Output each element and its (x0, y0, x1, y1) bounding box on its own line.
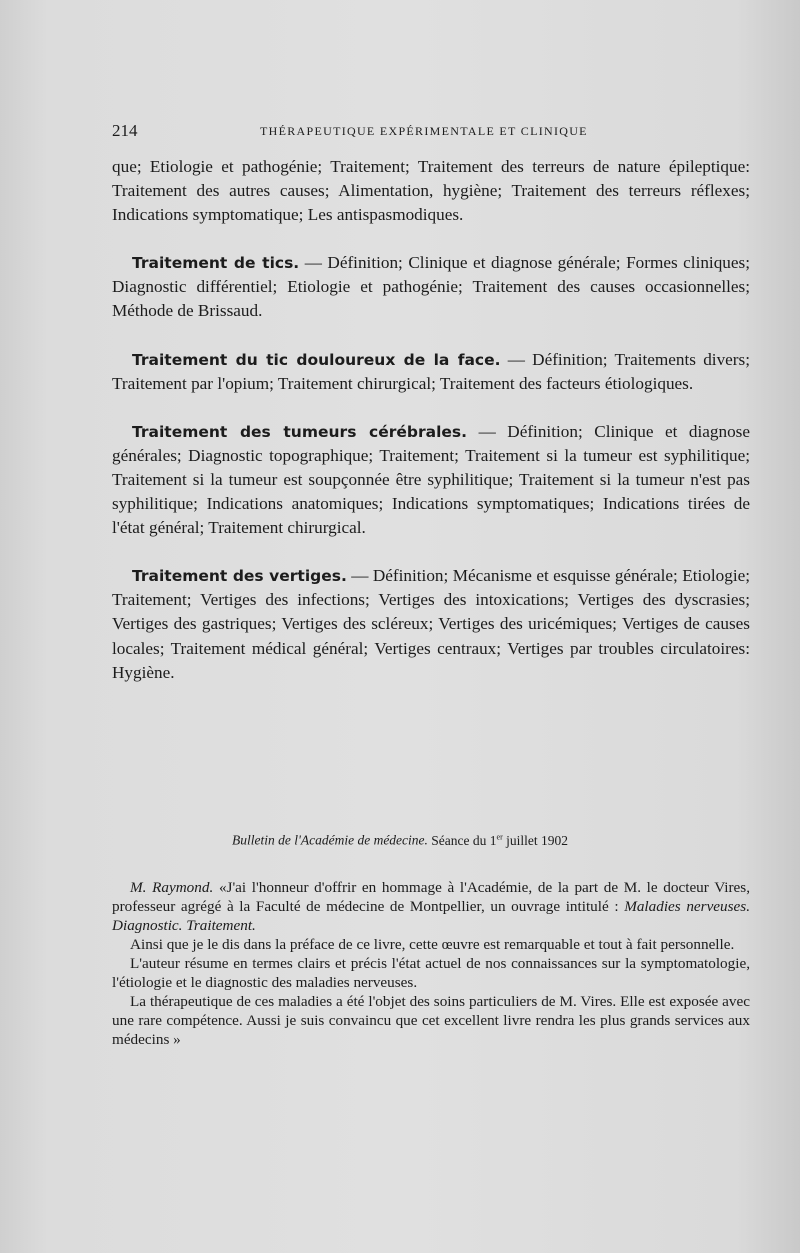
page-header (112, 121, 752, 143)
section-title: Traitement du tic douloureux de la face. (132, 350, 501, 369)
session-date: Séance du 1er juillet 1902 (431, 832, 568, 848)
section-text: — Définition; Traitements divers; Traitement par l'opium; Traitement chirurgical; Traitement des facteurs étiologiques. (112, 349, 750, 393)
bulletin-header (0, 832, 800, 849)
intro-paragraph: que; Etiologie et pathogénie; Traitement; Traitement des terreurs de nature épileptique: Traitement des autres causes; Alimentation, hygiène; Traitement des terreurs réflexes; Indications symptomatique; Les antispasmodiques. (112, 157, 750, 225)
section-tumeurs-cerebrales (112, 420, 750, 540)
bulletin-paragraph: La thérapeutique de ces maladies a été l'objet des soins particuliers de M. Vires. Elle est exposée avec une rare compétence. Aussi je suis convaincu que cet excellent livre rendra les plus grands services aux médecins » (112, 993, 750, 1048)
section-title: Traitement des vertiges. (132, 567, 347, 586)
bulletin-paragraph: Ainsi que je le dis dans la préface de ce livre, cette œuvre est remarquable et tout à fait personnelle. (130, 936, 735, 953)
section-tics (112, 251, 750, 323)
section-tic-douloureux (112, 348, 750, 396)
main-text (112, 155, 750, 685)
speaker-name: M. Raymond. (130, 879, 214, 896)
book-title: Maladies nerveuses. Diagnostic. Traitement. (112, 898, 751, 934)
page-number: 214 (112, 121, 138, 140)
journal-name: Bulletin de l'Académie de médecine. (231, 832, 428, 848)
section-title: Traitement de tics. (132, 254, 300, 273)
section-text: — Définition; Clinique et diagnose générale; Formes cliniques; Diagnostic différentiel; Etiologie et pathogénie; Traitement des causes occasionnelles; Méthode de Brissaud. (112, 253, 750, 321)
section-text: — Définition; Clinique et diagnose générales; Diagnostic topographique; Traitement; Traitement si la tumeur est syphilitique; Traitement si la tumeur est soupçonnée être syphilitique; Traitement si la tumeur n'est pas syphilitique; Indications anatomiques; Indications symptomatiques; Indications tirées de l'état général; Traitement chirurgical. (112, 421, 750, 538)
bulletin-paragraph: M. Raymond. «J'ai l'honneur d'offrir en hommage à l'Académie, de la part de M. le docteur Vires, professeur agrégé à la Faculté de médecine de Montpellier, un ouvrage intitulé : Maladies nerveuses. Diagnostic. Traitement. (112, 879, 751, 934)
bulletin-text (112, 878, 750, 1049)
bulletin-paragraph: L'auteur résume en termes clairs et précis l'état actuel de nos connaissances sur la symptomatologie, l'étiologie et le diagnostic des maladies nerveuses. (112, 955, 750, 991)
section-title: Traitement des tumeurs cérébrales. (132, 422, 468, 441)
section-text: — Définition; Mécanisme et esquisse générale; Etiologie; Traitement; Vertiges des infections; Vertiges des intoxications; Vertiges des dyscrasies; Vertiges des gastriques; Vertiges des scléreux; Vertiges des uricémiques; Vertiges de causes locales; Traitement médical général; Vertiges centraux; Vertiges par troubles circulatoires: Hygiène. (112, 566, 750, 682)
section-vertiges (112, 564, 750, 684)
running-title: THÉRAPEUTIQUE EXPÉRIMENTALE ET CLINIQUE (260, 124, 588, 138)
